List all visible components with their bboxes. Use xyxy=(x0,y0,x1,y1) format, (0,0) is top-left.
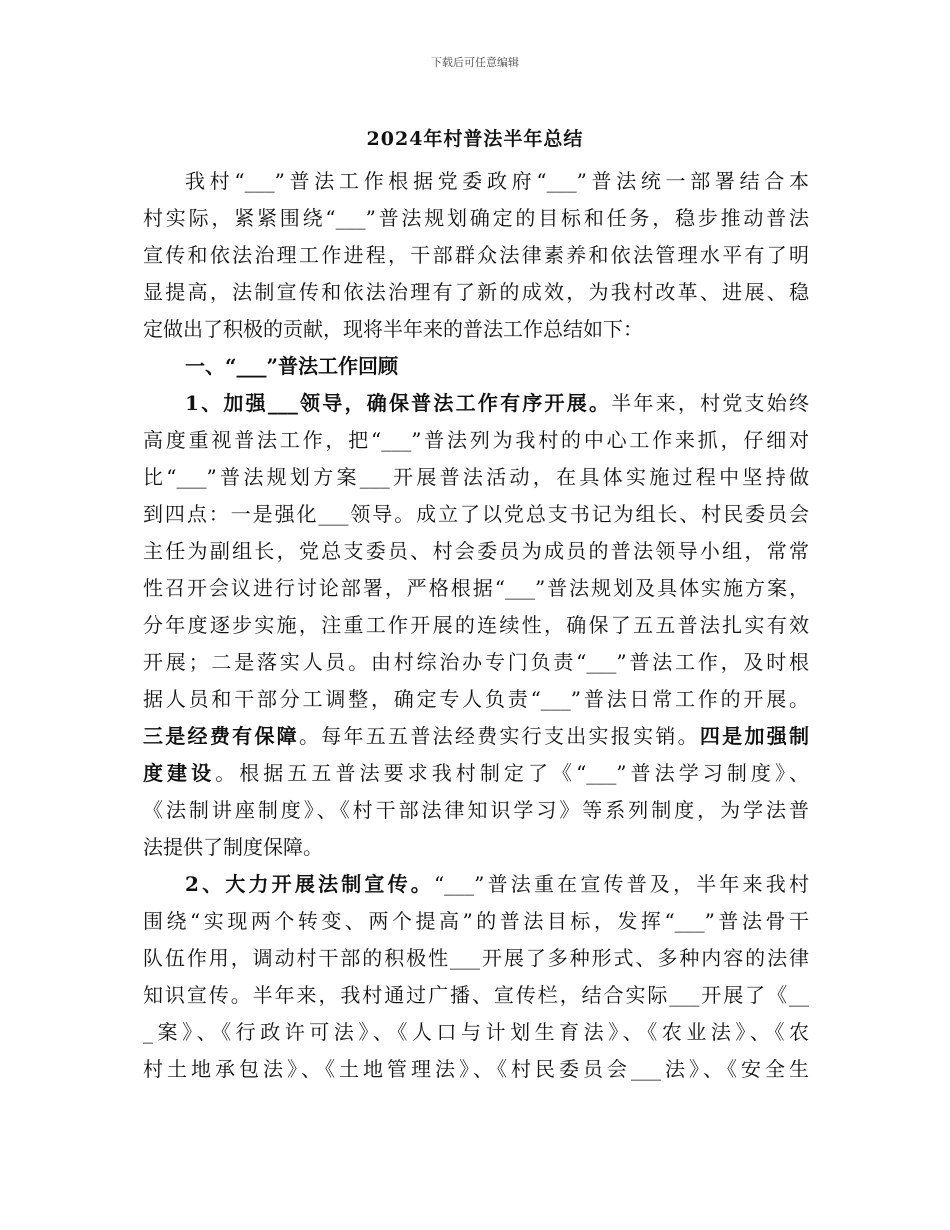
text-segment: 。根据五五普法要求我村制定了《“___”普法学习制度》、 xyxy=(215,761,809,785)
text-line xyxy=(143,829,809,866)
text-segment: 据人员和干部分工调整，确定专人负责“___”普法日常工作的开展。 xyxy=(143,687,809,711)
text-line xyxy=(143,496,809,533)
document-body xyxy=(143,163,809,1088)
text-line xyxy=(143,792,809,829)
bold-text-segment: 四是加强制 xyxy=(699,724,809,748)
bold-text-segment: 三是经费有保障 xyxy=(143,724,299,748)
text-line xyxy=(143,866,809,903)
text-segment: 法提供了制度保障。 xyxy=(143,835,323,859)
text-segment: “___”普法重在宣传普及，半年来我村 xyxy=(433,872,809,896)
text-line xyxy=(143,459,809,496)
text-segment: 主任为副组长，党总支委员、村会委员为成员的普法领导小组，常常 xyxy=(143,539,809,563)
bold-text-segment: 2、大力开展法制宣传。 xyxy=(185,872,434,896)
text-segment: 知识宣传。半年来，我村通过广播、宣传栏，结合实际___开展了《__ xyxy=(143,983,809,1007)
text-segment: 村土地承包法》、《土地管理法》、《村民委员会___法》、《安全生 xyxy=(143,1057,809,1081)
text-line xyxy=(143,940,809,977)
text-line xyxy=(143,607,809,644)
bold-text-segment: 一、“___”普法工作回顾 xyxy=(185,354,399,378)
text-segment: 。每年五五普法经费实行支出实报实销。 xyxy=(298,724,700,748)
text-line xyxy=(143,422,809,459)
text-line xyxy=(143,681,809,718)
text-line xyxy=(143,977,809,1014)
text-segment: 队伍作用，调动村干部的积极性___开展了多种形式、多种内容的法律 xyxy=(143,946,809,970)
text-line xyxy=(143,718,809,755)
text-line xyxy=(143,348,809,385)
text-segment: 定做出了积极的贡献，现将半年来的普法工作总结如下： xyxy=(143,317,643,341)
text-segment: 显提高，法制宣传和依法治理有了新的成效，为我村改革、进展、稳 xyxy=(143,280,809,304)
text-line xyxy=(143,237,809,274)
text-line xyxy=(143,1014,809,1051)
text-line xyxy=(143,1051,809,1088)
text-segment: 我村“___”普法工作根据党委政府“___”普法统一部署结合本 xyxy=(185,169,809,193)
text-segment: 分年度逐步实施，注重工作开展的连续性，确保了五五普法扎实有效 xyxy=(143,613,809,637)
text-line xyxy=(143,274,809,311)
text-segment: 到四点：一是强化___领导。成立了以党总支书记为组长、村民委员会 xyxy=(143,502,809,526)
text-line xyxy=(143,385,809,422)
document-title: 2024年村普法半年总结 xyxy=(366,128,584,150)
text-segment: 宣传和依法治理工作进程，干部群众法律素养和依法管理水平有了明 xyxy=(143,243,809,267)
text-line xyxy=(143,200,809,237)
text-line xyxy=(143,644,809,681)
page-header: 下载后可任意编辑 xyxy=(431,56,519,69)
text-segment: 高度重视普法工作，把“___”普法列为我村的中心工作来抓，仔细对 xyxy=(143,428,809,452)
bold-text-segment: 1、加强___领导，确保普法工作有序开展。 xyxy=(185,391,612,415)
text-line xyxy=(143,570,809,607)
text-segment: _案》、《行政许可法》、《人口与计划生育法》、《农业法》、《农 xyxy=(143,1020,809,1044)
text-segment: 村实际，紧紧围绕“___”普法规划确定的目标和任务，稳步推动普法 xyxy=(143,206,809,230)
text-segment: 开展；二是落实人员。由村综治办专门负责“___”普法工作，及时根 xyxy=(143,650,809,674)
text-line xyxy=(143,903,809,940)
text-line xyxy=(143,311,809,348)
text-segment: 《法制讲座制度》、《村干部法律知识学习》等系列制度，为学法普 xyxy=(143,798,809,822)
text-line xyxy=(143,755,809,792)
text-segment: 半年来，村党支始终 xyxy=(611,391,809,415)
text-segment: 性召开会议进行讨论部署，严格根据“___”普法规划及具体实施方案， xyxy=(143,576,809,600)
text-line xyxy=(143,163,809,200)
text-segment: 比“___”普法规划方案___开展普法活动，在具体实施过程中坚持做 xyxy=(143,465,809,489)
text-segment: 围绕“实现两个转变、两个提高”的普法目标，发挥“___”普法骨干 xyxy=(143,909,809,933)
bold-text-segment: 度建设 xyxy=(143,761,216,785)
text-line xyxy=(143,533,809,570)
